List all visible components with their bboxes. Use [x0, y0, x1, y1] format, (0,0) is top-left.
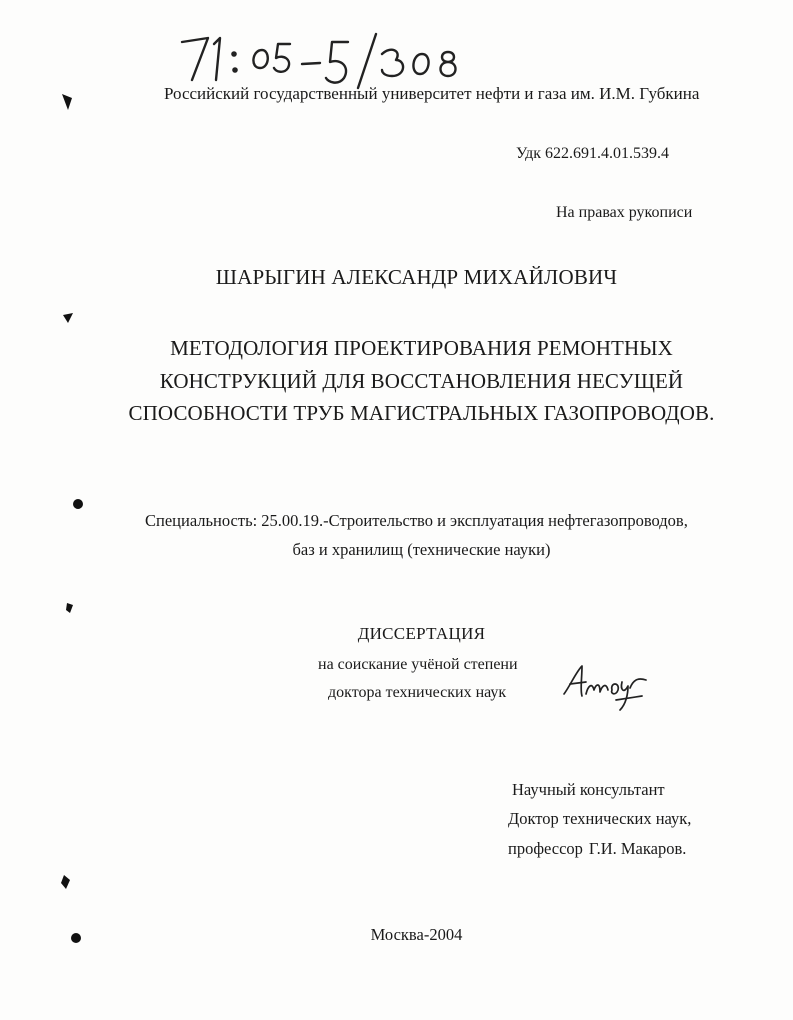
consultant-role: Научный консультант	[512, 780, 665, 799]
manuscript-rights: На правах рукописи	[556, 204, 693, 221]
university-name: Российский государственный университет нефти и газа им. И.М. Губкина	[164, 84, 700, 103]
title-line: СПОСОБНОСТИ ТРУБ МАГИСТРАЛЬНЫХ ГАЗОПРОВОДОВ.	[128, 401, 715, 425]
specialty-line: баз и хранилищ (технические науки)	[292, 540, 551, 559]
binding-hole-mark	[62, 312, 74, 324]
document-type: ДИССЕРТАЦИЯ	[357, 624, 486, 643]
city-year: Москва-2004	[370, 925, 463, 944]
consultant-name: Г.И. Макаров.	[588, 839, 687, 858]
title-line: КОНСТРУКЦИЙ ДЛЯ ВОССТАНОВЛЕНИЯ НЕСУЩЕЙ	[159, 369, 684, 393]
specialty-line: Специальность: 25.00.19.-Строительство и эксплуатация нефтегазопроводов,	[145, 511, 688, 530]
degree-line: доктора технических наук	[328, 684, 507, 701]
binding-hole-mark	[64, 602, 76, 614]
binding-hole-mark	[70, 932, 82, 944]
degree-line: на соискание учёной степени	[318, 656, 518, 673]
binding-hole-mark	[60, 874, 72, 890]
consultant-degree: Доктор технических наук,	[508, 809, 692, 828]
consultant-name-line	[508, 839, 686, 859]
title-line: МЕТОДОЛОГИЯ ПРОЕКТИРОВАНИЯ РЕМОНТНЫХ	[170, 336, 673, 360]
consultant-rank: профессор	[508, 839, 583, 858]
binding-hole-mark	[72, 498, 84, 510]
binding-hole-mark	[60, 92, 74, 112]
handwritten-archive-number	[178, 30, 468, 90]
udk-code: Удк 622.691.4.01.539.4	[516, 145, 669, 162]
author-name: ШАРЫГИН АЛЕКСАНДР МИХАЙЛОВИЧ	[215, 265, 618, 289]
handwritten-signature	[560, 660, 650, 712]
